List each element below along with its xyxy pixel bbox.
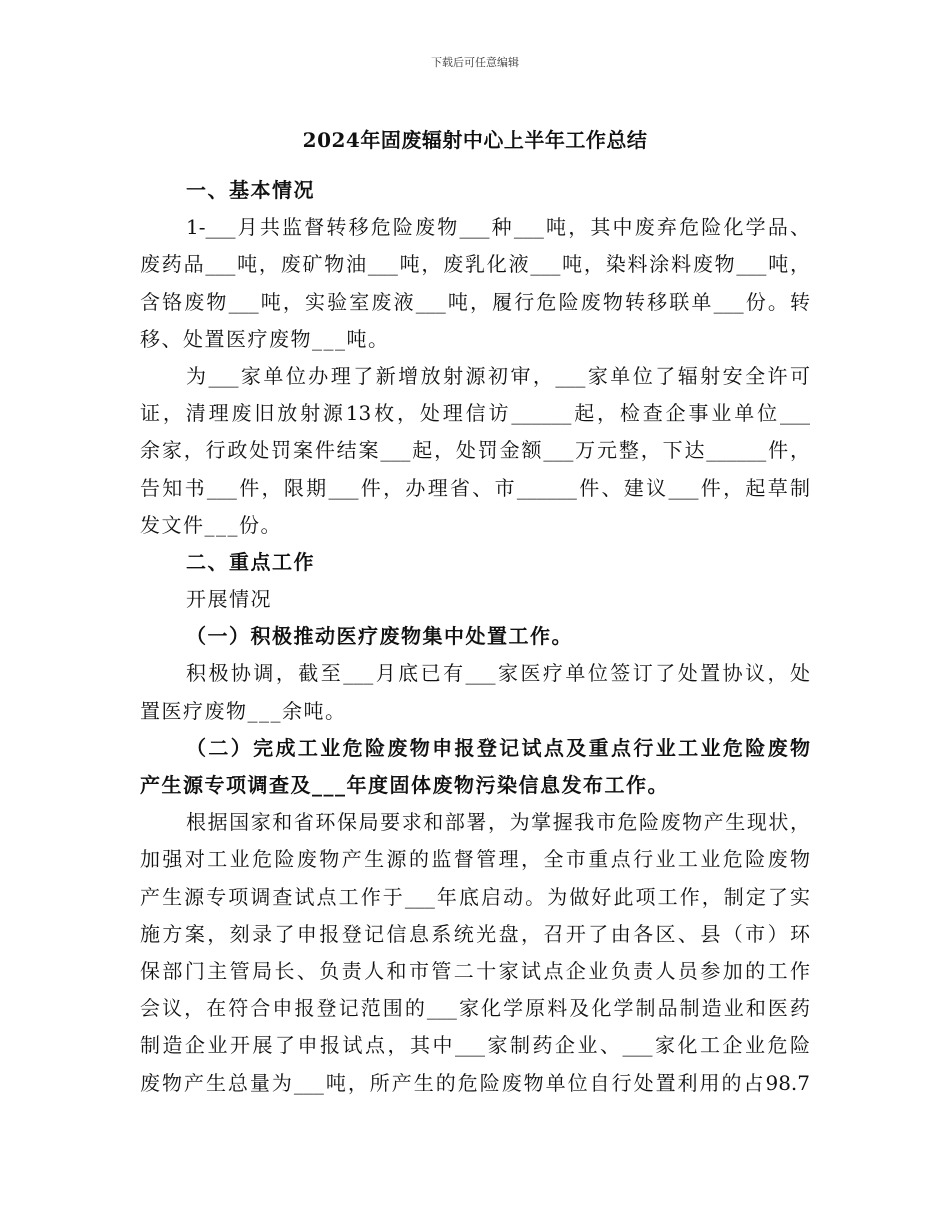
document-title: 2024年固废辐射中心上半年工作总结 [302, 128, 648, 152]
section-heading-basic: 一、基本情况 [186, 178, 315, 202]
paragraph-line: 施方案，刻录了申报登记信息系统光盘，召开了由各区、县（市）环 [140, 921, 810, 946]
paragraph-line: 积极协调，截至___月底已有___家医疗单位签订了处置协议，处 [186, 661, 810, 686]
paragraph-line: 根据国家和省环保局要求和部署，为掌握我市危险废物产生现状， [186, 810, 810, 835]
paragraph-line: 含铬废物___吨，实验室废液___吨，履行危险废物转移联单___份。转 [140, 289, 810, 314]
paragraph-line: 产生源专项调查试点工作于___年底启动。为做好此项工作，制定了实 [140, 884, 810, 909]
paragraph-line: 为___家单位办理了新增放射源初审，___家单位了辐射安全许可 [186, 363, 810, 388]
paragraph-line: 告知书___件，限期___件，办理省、市______件、建议___件，起草制 [140, 475, 810, 500]
paragraph-line: 制造企业开展了申报试点，其中___家制药企业、___家化工企业危险 [140, 1033, 810, 1058]
paragraph-line: 加强对工业危险废物产生源的监督管理，全市重点行业工业危险废物 [140, 847, 810, 872]
subsection-heading-hazardous-waste: （二）完成工业危险废物申报登记试点及重点行业工业危险废物 [186, 735, 810, 760]
paragraph-line: 会议，在符合申报登记范围的___家化学原料及化学制品制造业和医药 [140, 996, 810, 1021]
paragraph-line: 移、处置医疗废物___吨。 [140, 326, 390, 351]
paragraph-line: 置医疗废物___余吨。 [140, 698, 347, 723]
page-header-note: 下载后可任意编辑 [431, 56, 519, 69]
paragraph-line: 1-___月共监督转移危险废物___种___吨，其中废弃危险化学品、 [186, 215, 810, 240]
paragraph-line: 证，清理废旧放射源13枚，处理信访______起，检查企事业单位___ [140, 401, 810, 426]
paragraph-line: 开展情况 [186, 587, 272, 612]
paragraph-line: 发文件___份。 [140, 512, 282, 537]
paragraph-line: 废物产生总量为___吨，所产生的危险废物单位自行处置利用的占98.7 [140, 1070, 810, 1095]
paragraph-line: 废药品___吨，废矿物油___吨，废乳化液___吨，染料涂料废物___吨， [140, 252, 810, 277]
paragraph-line: 余家，行政处罚案件结案___起，处罚金额___万元整，下达______件， [140, 438, 810, 463]
document-body [140, 172, 810, 1102]
subsection-heading-hazardous-waste-cont: 产生源专项调查及___年度固体废物污染信息发布工作。 [140, 773, 669, 797]
paragraph-line: 保部门主管局长、负责人和市管二十家试点企业负责人员参加的工作 [140, 958, 810, 983]
section-heading-key-work: 二、重点工作 [186, 549, 315, 574]
subsection-heading-medical-waste: （一）积极推动医疗废物集中处置工作。 [186, 624, 573, 649]
